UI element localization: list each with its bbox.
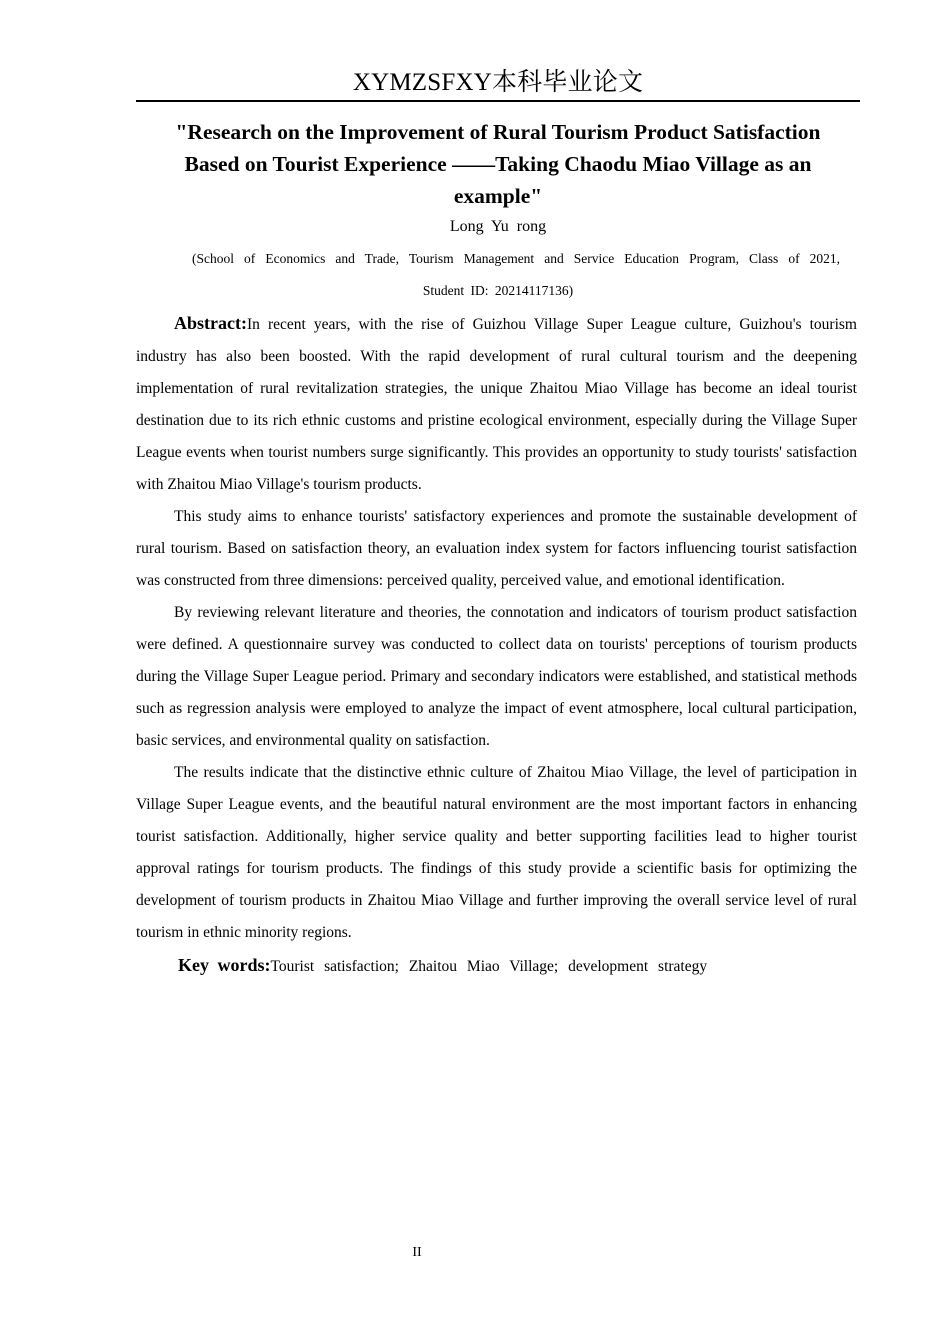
abstract-paragraph-1 [136,307,857,501]
affiliation-line-2: Student ID: 20214117136) [422,283,574,298]
keywords-label: Key words: [178,955,271,975]
running-header-title: XYMZSFXY本科毕业论文 [352,69,644,96]
abstract-paragraph-4: The results indicate that the distinctive ethnic culture of Zhaitou Miao Village, the level of participation in Village Super League events, and the beautiful natural environment are the most important factors in enhancing tourist satisfaction. Additionally, higher service quality and better supporting facilities lead to higher tourist approval ratings for tourism products. The findings of this study provide a scientific basis for optimizing the development of tourism products in Zhaitou Miao Village and further improving the overall service level of rural tourism in ethnic minority regions. [136,764,857,941]
page-number: II [412,1245,422,1260]
keywords-line [136,949,857,983]
paper-title: "Research on the Improvement of Rural Tourism Product Satisfaction Based on Tourist Experience ——Taking Chaodu Miao Village as an example" [175,120,821,208]
header-divider [136,100,860,102]
keywords-text: Tourist satisfaction; Zhaitou Miao Village; development strategy [270,958,708,975]
abstract-paragraph-1-text: In recent years, with the rise of Guizhou Village Super League culture, Guizhou's tourism industry has also been boosted. With the rapid development of rural cultural tourism and the deepening implementation of rural revitalization strategies, the unique Zhaitou Miao Village has become an ideal tourist destination due to its rich ethnic customs and pristine ecological environment, especially during the Village Super League events when tourist numbers surge significantly. This provides an opportunity to study tourists' satisfaction with Zhaitou Miao Village's tourism products. [136,316,857,493]
abstract-label: Abstract: [174,313,247,333]
abstract-section [136,307,857,983]
affiliation-line-1: (School of Economics and Trade, Tourism Management and Service Education Program, Class of 2021, [192,251,840,266]
abstract-paragraph-2: This study aims to enhance tourists' satisfactory experiences and promote the sustainable development of rural tourism. Based on satisfaction theory, an evaluation index system for factors influencing tourist satisfaction was constructed from three dimensions: perceived quality, perceived value, and emotional identification. [136,508,857,589]
abstract-paragraph-3: By reviewing relevant literature and theories, the connotation and indicators of tourism product satisfaction were defined. A questionnaire survey was conducted to collect data on tourists' perceptions of tourism products during the Village Super League period. Primary and secondary indicators were established, and statistical methods such as regression analysis were employed to analyze the impact of event atmosphere, local cultural participation, basic services, and environmental quality on satisfaction. [136,604,857,749]
author-name: Long Yu rong [449,218,547,235]
